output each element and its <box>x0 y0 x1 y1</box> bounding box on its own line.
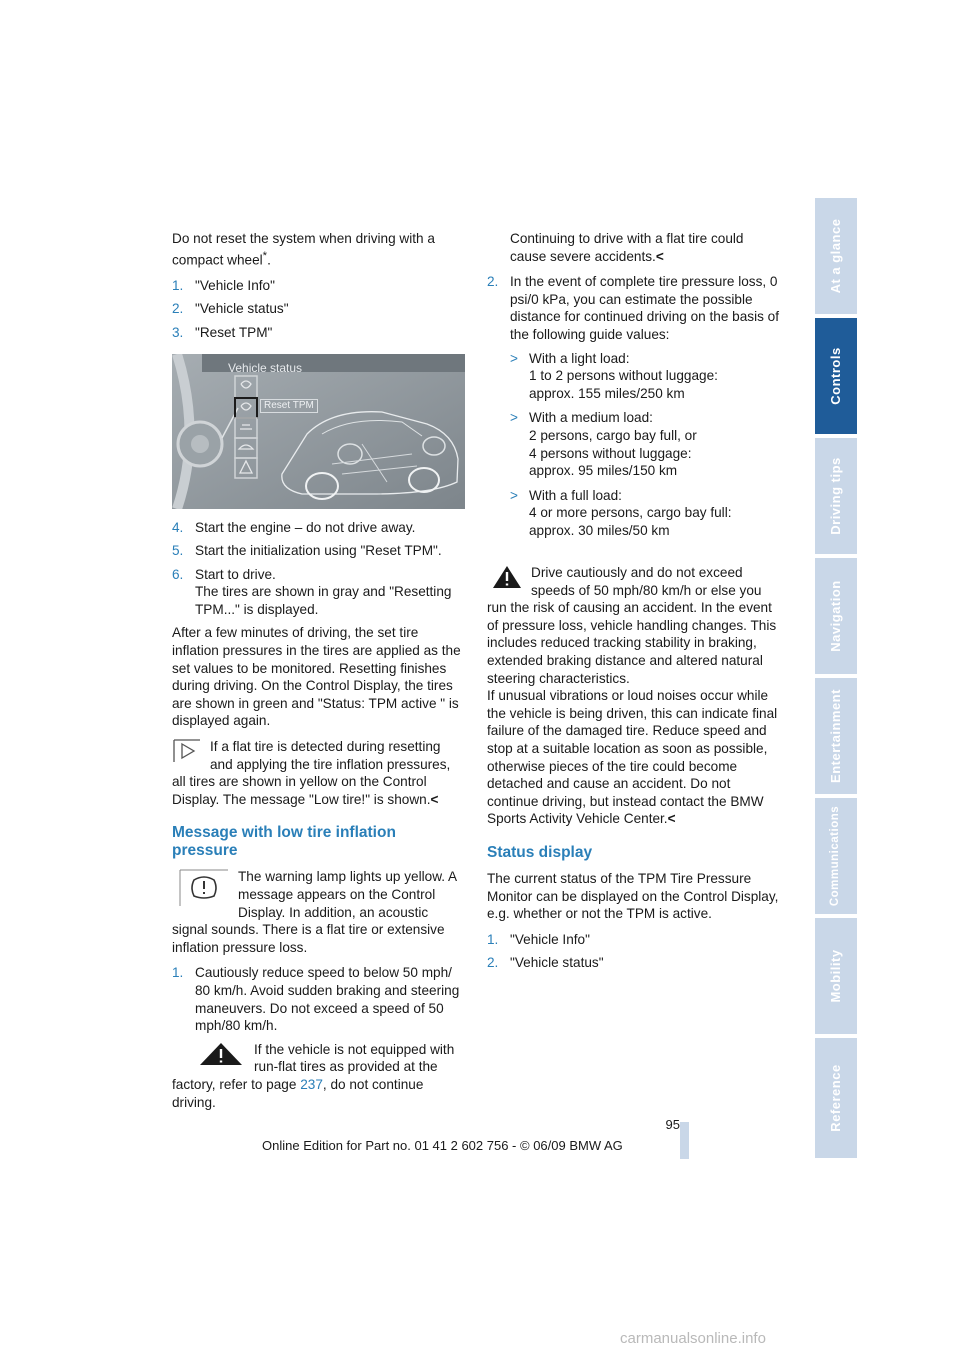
step-text: In the event of complete tire pressure loss, 0 psi/0 kPa, you can estimate the possible distance for continued driving on the basis of the following guide values: <box>510 274 780 342</box>
step-number: 6. <box>172 566 184 582</box>
tab-label: Communications <box>829 805 842 907</box>
tab-mobility[interactable] <box>815 918 857 1034</box>
tab-label: Navigation <box>828 580 844 652</box>
warning-lamp-text: The warning lamp lights up yellow. A message appears on the Control Display. In addition, an acoustic signal sounds. There is a flat tire or extensive inflation pressure loss. <box>172 869 457 955</box>
end-mark: < <box>667 811 676 827</box>
flat-tire-note-text: If a flat tire is detected during resetting and applying the tire inflation pressures, all tires are shown in yellow on the Control Display. The message "Low tire!" is shown. <box>172 739 451 807</box>
right-column <box>487 230 780 978</box>
after-driving-paragraph: After a few minutes of driving, the set tire inflation pressures in the tires are applied as the set values to be monitored. Resetting finishes during driving. On the Control Display, the tires are shown in green and "Status: TPM active " is displayed again. <box>172 625 461 729</box>
tab-label: At a glance <box>828 218 844 294</box>
step-number: 2. <box>487 274 499 290</box>
tab-label: Driving tips <box>828 457 844 535</box>
end-mark: < <box>430 791 439 807</box>
step-text: "Vehicle Info" <box>195 277 275 293</box>
note-triangle-icon <box>172 738 202 764</box>
caution-icon <box>491 564 523 590</box>
tab-at-a-glance[interactable] <box>815 198 857 314</box>
vehicle-status-illustration <box>172 354 465 509</box>
step-number: 5. <box>172 543 184 559</box>
step-number: 2. <box>487 955 499 971</box>
continue-warning-text: Continuing to drive with a flat tire could cause severe accidents. <box>510 231 744 264</box>
step-item <box>487 273 780 343</box>
step-number: 1. <box>172 277 184 293</box>
control-display-screenshot <box>172 354 465 509</box>
caution-text-end: , do not continue driving. <box>172 1076 424 1110</box>
page-reference-link[interactable]: 237 <box>300 1076 323 1092</box>
page-number: 95 <box>665 1117 680 1132</box>
load-bullet <box>487 409 780 479</box>
speed-caution-text: Drive cautiously and do not exceed speeds of 50 mph/80 km/h or else you run the risk of causing an accident. In the event of pressure loss, vehicle handling changes. This includes reduced tracking stability in braking, extended braking distance and altered natural steering characteristics. If unusual vibrations or loud noises occur while the vehicle is being driven, this can indicate final failure of the damaged tire. Reduce speed and stop at a suitable location as soon as possible, otherwise pieces of the tire could become detached and cause an accident. Do not continue driving, but instead contact the BMW Sports Activity Vehicle Center. <box>487 565 778 827</box>
intro-text: Do not reset the system when driving with a compact wheel <box>172 231 435 268</box>
bullet-marker: > <box>510 487 518 503</box>
end-mark: < <box>655 248 664 264</box>
intro-end: . <box>267 252 271 268</box>
step-number: 1. <box>487 931 499 947</box>
step-item <box>172 542 465 560</box>
flat-tire-note <box>172 738 465 808</box>
step-item <box>172 300 465 318</box>
tire-pressure-warning-icon <box>178 868 230 908</box>
optional-equipment-star: * <box>262 249 268 262</box>
tab-controls[interactable] <box>815 318 857 434</box>
tab-label: Mobility <box>828 949 844 1003</box>
section-heading-status-display: Status display <box>487 844 593 861</box>
step-text: "Vehicle status" <box>510 955 604 971</box>
tab-driving-tips[interactable] <box>815 438 857 554</box>
tab-communications[interactable] <box>815 798 857 914</box>
step-number: 3. <box>172 324 184 340</box>
left-column <box>172 230 465 1119</box>
step-text: Start the engine – do not drive away. <box>195 519 416 535</box>
tab-entertainment[interactable] <box>815 678 857 794</box>
step-item <box>172 566 465 619</box>
tab-reference[interactable] <box>815 1038 857 1158</box>
section-heading-low-pressure: Message with low tire inflation pressure <box>172 824 396 860</box>
step-text: Start to drive. The tires are shown in gray and "Resetting TPM..." is displayed. <box>195 566 452 617</box>
screen-title: Vehicle status <box>228 360 303 375</box>
step-item <box>487 954 780 972</box>
caution-icon <box>196 1041 246 1067</box>
status-display-paragraph: The current status of the TPM Tire Pressure Monitor can be displayed on the Control Display, e.g. whether or not the TPM is active. <box>487 871 779 922</box>
bullet-marker: > <box>510 410 518 426</box>
page-number-bar <box>680 1122 689 1159</box>
load-bullet <box>487 350 780 403</box>
warning-lamp-note <box>172 868 465 956</box>
screen-menu-label: Reset TPM <box>260 399 318 413</box>
step-item <box>172 964 465 1034</box>
step-number: 4. <box>172 519 184 535</box>
tab-label: Controls <box>828 347 844 405</box>
load-bullet <box>487 487 780 540</box>
edition-footer: Online Edition for Part no. 01 41 2 602 756 - © 06/09 BMW AG <box>262 1138 623 1153</box>
site-watermark: carmanualsonline.info <box>620 1330 766 1347</box>
continue-text <box>487 230 780 265</box>
step-item <box>172 519 465 537</box>
step-item <box>172 277 465 295</box>
run-flat-caution <box>172 1041 465 1111</box>
step-text: Cautiously reduce speed to below 50 mph/ 80 km/h. Avoid sudden braking and steering maneuvers. Do not exceed a speed of 50 mph/80 km/h. <box>195 965 460 1034</box>
tab-navigation[interactable] <box>815 558 857 674</box>
step-text: "Vehicle status" <box>195 301 289 317</box>
step-number: 1. <box>172 965 184 981</box>
tab-label: Entertainment <box>828 689 844 783</box>
step-text: Start the initialization using "Reset TPM". <box>195 543 442 559</box>
bullet-text: With a full load: 4 or more persons, cargo bay full: approx. 30 miles/50 km <box>529 487 732 538</box>
step-text: "Reset TPM" <box>195 324 273 340</box>
caution-text: If the vehicle is not equipped with run-flat tires as provided at the factory, refer to page <box>172 1041 455 1092</box>
bullet-marker: > <box>510 350 518 366</box>
step-item <box>487 931 780 949</box>
step-item <box>172 324 465 342</box>
tab-label: Reference <box>828 1064 844 1132</box>
speed-caution <box>487 547 780 829</box>
bullet-text: With a medium load: 2 persons, cargo bay full, or 4 persons without luggage: approx. 95 miles/150 km <box>529 410 697 479</box>
intro-paragraph <box>172 230 465 269</box>
bullet-text: With a light load: 1 to 2 persons without luggage: approx. 155 miles/250 km <box>529 350 718 401</box>
step-text: "Vehicle Info" <box>510 931 590 947</box>
step-number: 2. <box>172 301 184 317</box>
